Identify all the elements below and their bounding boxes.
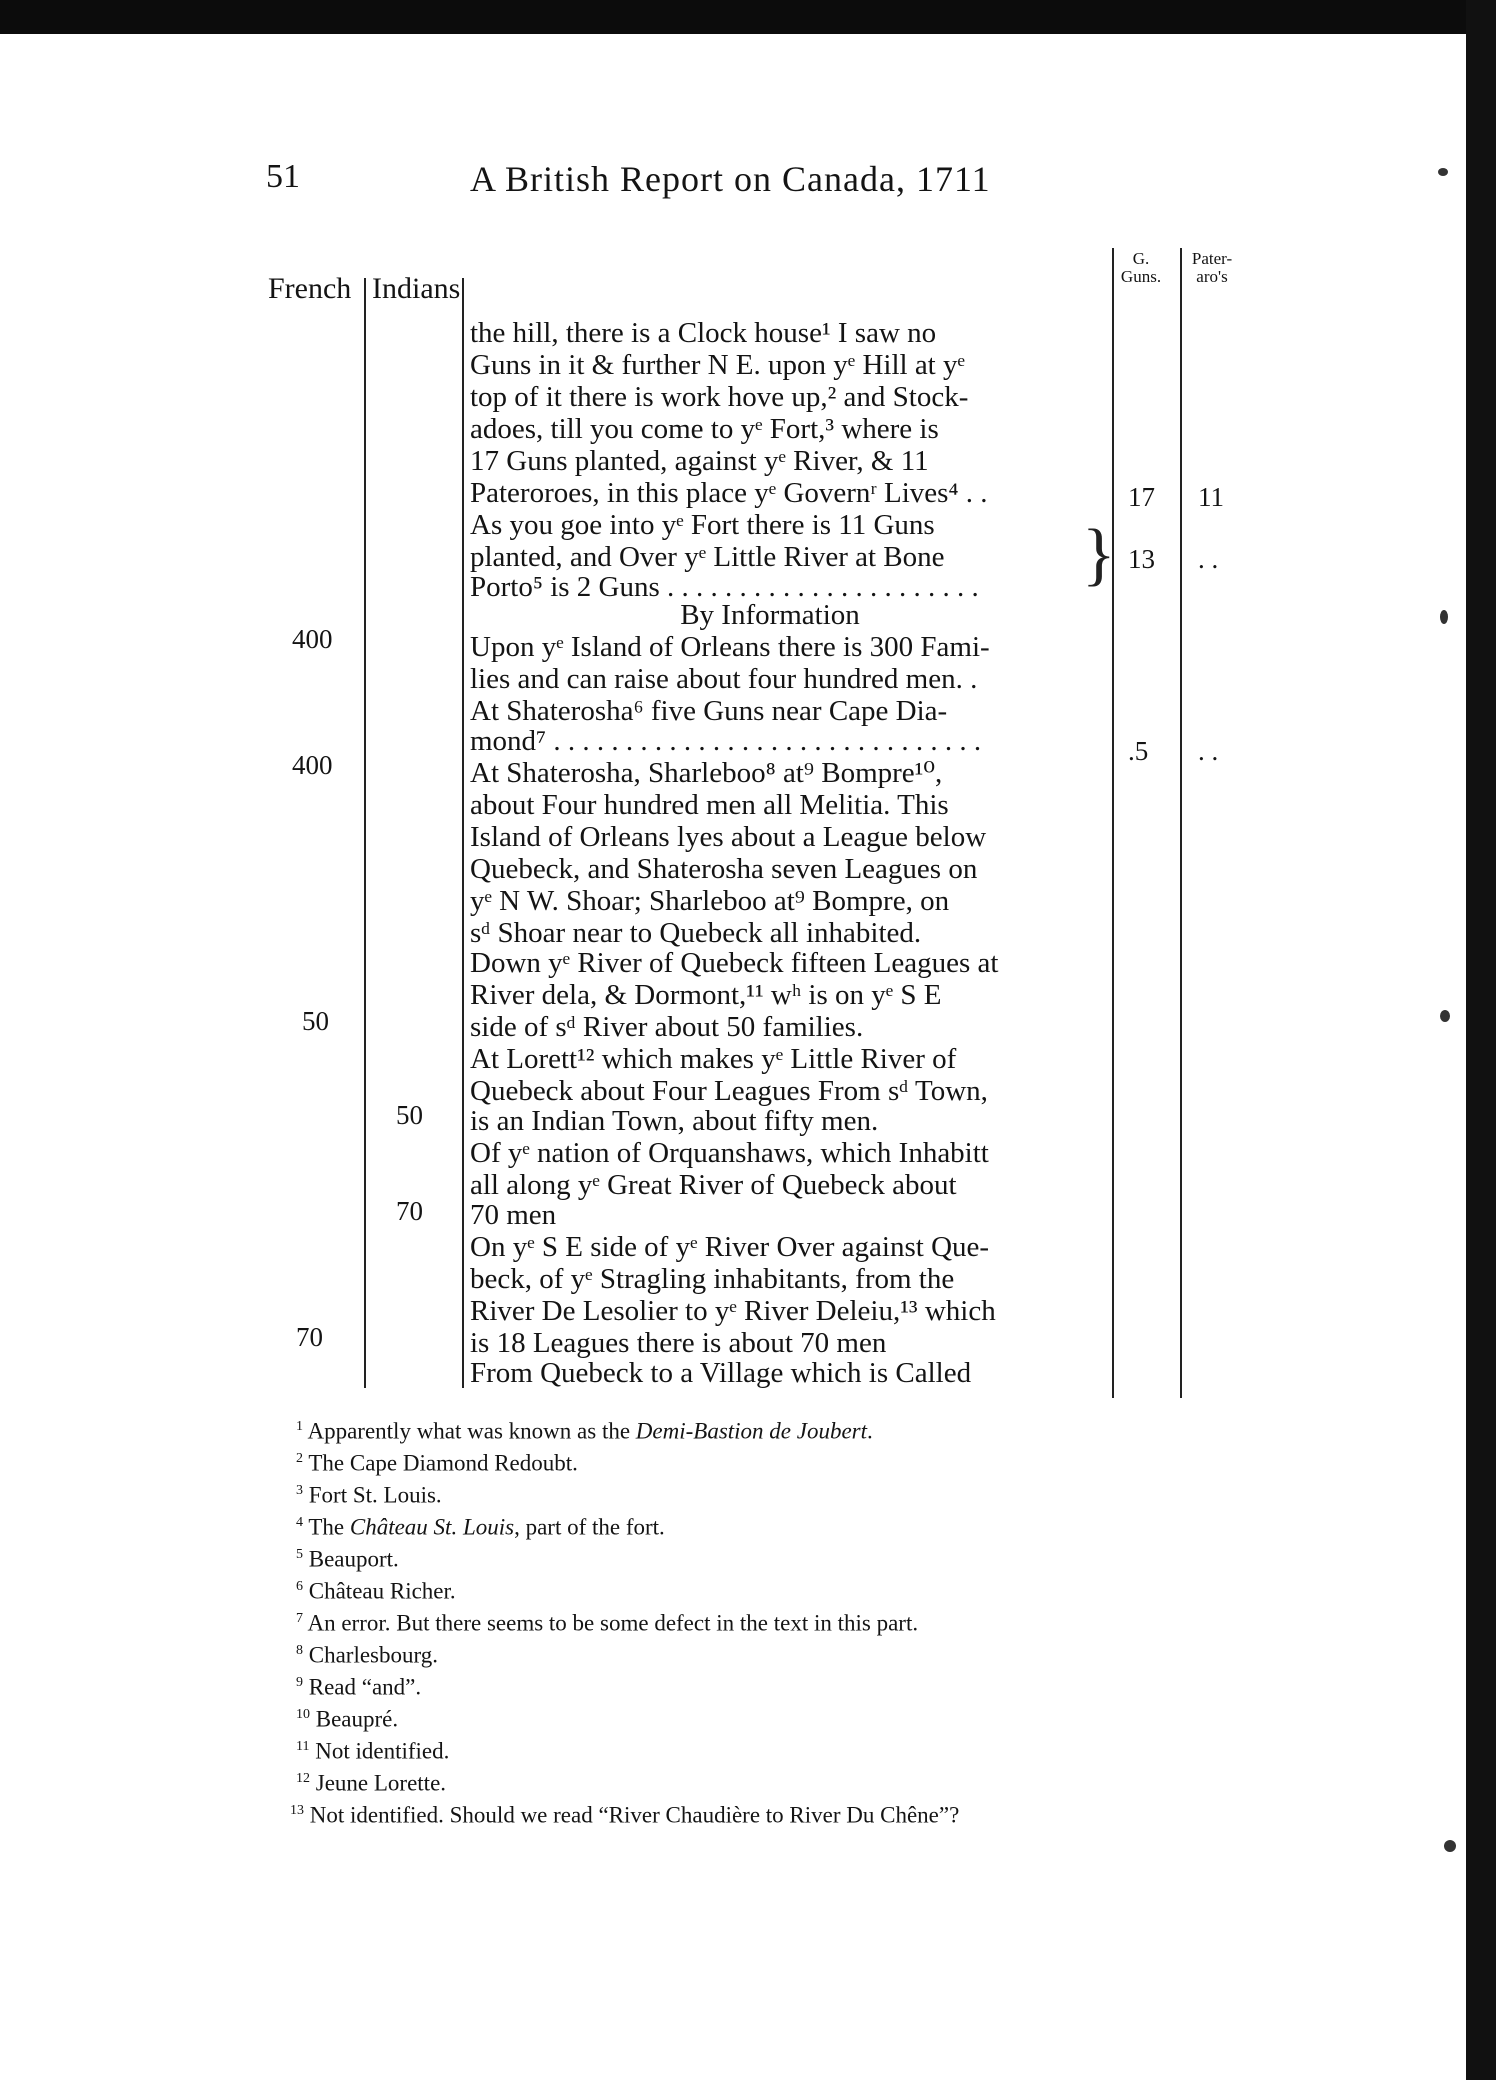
footnote xyxy=(296,1542,399,1573)
footnote xyxy=(296,1702,398,1733)
footnote-text: Charlesbourg. xyxy=(308,1642,439,1668)
scan-speck xyxy=(1440,610,1448,624)
guns-value: 17 xyxy=(1128,482,1155,512)
text-line: Quebeck, and Shaterosha seven Leagues on xyxy=(470,853,978,885)
footnote-mark: 6 xyxy=(296,1579,303,1594)
french-value: 400 xyxy=(292,624,333,654)
text-line: planted, and Over yᵉ Little River at Bone xyxy=(470,541,945,573)
column-rule xyxy=(1180,248,1182,1398)
text-line: top of it there is work hove up,² and Stock- xyxy=(470,381,969,413)
footnote-text: Beaupré. xyxy=(315,1706,399,1732)
column-header-indians: Indians xyxy=(372,272,461,305)
text-line: is an Indian Town, about fifty men. xyxy=(470,1105,879,1137)
text-line: Quebeck about Four Leagues From sᵈ Town, xyxy=(470,1075,988,1107)
guns-value: .5 xyxy=(1128,736,1149,766)
section-heading: By Information xyxy=(680,599,860,631)
footnote-italic: Château St. Louis xyxy=(349,1514,515,1540)
footnote xyxy=(296,1414,873,1445)
text-line: Pateroroes, in this place yᵉ Governʳ Lives⁴ . . xyxy=(470,477,988,509)
pateraros-value: 11 xyxy=(1198,482,1224,512)
text-line: about Four hundred men all Melitia. This xyxy=(470,789,949,821)
footnote xyxy=(296,1446,578,1477)
scan-right-edge xyxy=(1466,0,1496,2080)
text-line: At Shaterosha⁶ five Guns near Cape Dia- xyxy=(470,695,948,727)
column-rule xyxy=(1112,248,1114,1398)
footnote-mark: 12 xyxy=(296,1771,310,1786)
text-line: Upon yᵉ Island of Orleans there is 300 Fami- xyxy=(470,631,990,663)
footnote xyxy=(296,1734,449,1765)
footnote-italic: Demi-Bastion de Joubert xyxy=(635,1418,868,1444)
indians-value: 70 xyxy=(396,1196,423,1226)
footnote-mark: 5 xyxy=(296,1547,303,1562)
column-rule xyxy=(462,278,464,1388)
text-line: Porto⁵ is 2 Guns . . . . . . . . . . . . . . . . . . . . . . xyxy=(470,571,979,603)
text-line: all along yᵉ Great River of Quebeck about xyxy=(470,1169,957,1201)
text-line: Island of Orleans lyes about a League below xyxy=(470,821,987,853)
footnote-mark: 13 xyxy=(290,1803,304,1818)
text-line: River dela, & Dormont,¹¹ wʰ is on yᵉ S E xyxy=(470,979,942,1011)
footnote-text: An error. But there seems to be some defect in the text in this part. xyxy=(307,1610,919,1636)
footnote-text: Château Richer. xyxy=(308,1578,456,1604)
footnote-text: Not identified. Should we read “River Chaudière to River Du Chêne”? xyxy=(309,1802,960,1828)
footnote-mark: 11 xyxy=(296,1739,310,1754)
footnote-mark: 10 xyxy=(296,1707,310,1722)
pateraros-value: . . xyxy=(1198,736,1219,766)
column-header-french: French xyxy=(268,272,352,305)
french-value: 400 xyxy=(292,750,333,780)
scan-speck xyxy=(1444,1840,1456,1852)
text-line: side of sᵈ River about 50 families. xyxy=(470,1011,864,1043)
footnote-mark: 9 xyxy=(296,1675,303,1690)
text-line: lies and can raise about four hundred men. . xyxy=(470,663,978,695)
text-line: adoes, till you come to yᵉ Fort,³ where is xyxy=(470,413,939,445)
text-line: Of yᵉ nation of Orquanshaws, which Inhabitt xyxy=(470,1137,989,1169)
footnote-mark: 2 xyxy=(296,1451,303,1466)
text-line: From Quebeck to a Village which is Called xyxy=(470,1357,972,1389)
footnote-after: . xyxy=(867,1418,873,1444)
indians-value: 50 xyxy=(396,1100,423,1130)
footnote-text: Beauport. xyxy=(308,1546,399,1572)
text-line: Guns in it & further N E. upon yᵉ Hill at yᵉ xyxy=(470,349,965,381)
brace-mark: } xyxy=(1082,516,1116,593)
footnote-mark: 7 xyxy=(296,1611,303,1626)
column-header-guns: G. Guns. xyxy=(1120,249,1162,286)
text-line: River De Lesolier to yᵉ River Deleiu,¹³ which xyxy=(470,1295,996,1327)
text-line: At Shaterosha, Sharleboo⁸ at⁹ Bompre¹⁰, xyxy=(470,757,943,789)
text-line: yᵉ N W. Shoar; Sharleboo at⁹ Bompre, on xyxy=(470,885,950,917)
footnote-text: Not identified. xyxy=(315,1738,450,1764)
text-line: At Lorett¹² which makes yᵉ Little River of xyxy=(470,1043,957,1075)
scan-speck xyxy=(1438,168,1448,176)
text-line: As you goe into yᵉ Fort there is 11 Guns xyxy=(470,509,935,541)
column-rule xyxy=(364,278,366,1388)
text-line: 70 men xyxy=(470,1199,557,1231)
text-line: On yᵉ S E side of yᵉ River Over against Que- xyxy=(470,1231,990,1263)
footnote xyxy=(296,1510,665,1541)
french-value: 50 xyxy=(302,1006,329,1036)
column-header-pateraros: Pater- aro's xyxy=(1191,249,1233,286)
footnote xyxy=(296,1670,421,1701)
footnote-text: Jeune Lorette. xyxy=(315,1770,447,1796)
footnote xyxy=(296,1606,918,1637)
scan-top-edge xyxy=(0,0,1496,34)
text-line: sᵈ Shoar near to Quebeck all inhabited. xyxy=(470,917,922,949)
footnote xyxy=(296,1638,438,1669)
footnote-after: , part of the fort. xyxy=(514,1514,665,1540)
text-line: mond⁷ . . . . . . . . . . . . . . . . . . . . . . . . . . . . . . xyxy=(470,725,982,757)
footnote-mark: 4 xyxy=(296,1515,303,1530)
footnote xyxy=(290,1798,959,1829)
page-number: 51 xyxy=(266,158,300,195)
footnote-text: Apparently what was known as the xyxy=(307,1418,636,1444)
footnote xyxy=(296,1574,456,1605)
footnote-text: The xyxy=(308,1514,350,1540)
running-head: A British Report on Canada, 1711 xyxy=(470,159,991,199)
text-line: the hill, there is a Clock house¹ I saw no xyxy=(470,317,937,349)
footnote-mark: 8 xyxy=(296,1643,303,1658)
footnote-text: Read “and”. xyxy=(308,1674,422,1700)
text-line: Down yᵉ River of Quebeck fifteen Leagues at xyxy=(470,947,999,979)
footnote-text: Fort St. Louis. xyxy=(308,1482,442,1508)
scan-speck xyxy=(1440,1010,1450,1022)
french-value: 70 xyxy=(296,1322,323,1352)
text-line: 17 Guns planted, against yᵉ River, & 11 xyxy=(470,445,929,477)
footnote xyxy=(296,1766,446,1797)
footnote-mark: 3 xyxy=(296,1483,303,1498)
guns-value: 13 xyxy=(1128,544,1155,574)
text-line: is 18 Leagues there is about 70 men xyxy=(470,1327,887,1359)
footnote-text: The Cape Diamond Redoubt. xyxy=(308,1450,578,1476)
pateraros-value: . . xyxy=(1198,544,1219,574)
footnote-mark: 1 xyxy=(296,1419,303,1434)
footnote xyxy=(296,1478,442,1509)
text-line: beck, of yᵉ Stragling inhabitants, from the xyxy=(470,1263,955,1295)
